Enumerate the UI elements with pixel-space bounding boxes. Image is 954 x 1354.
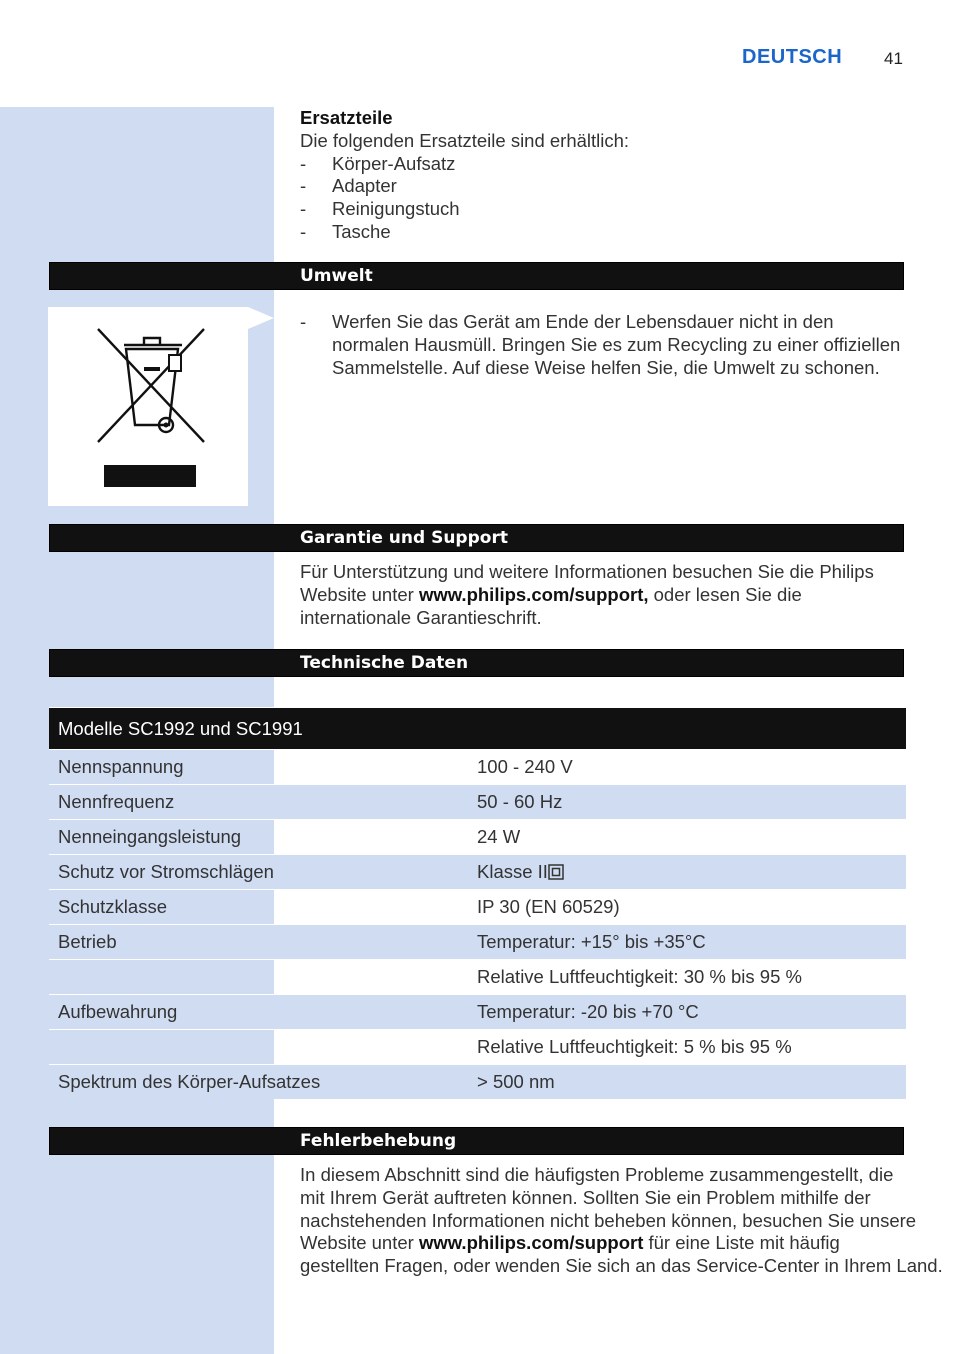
garantie-line-2: Website unter www.philips.com/support, oder lesen Sie die xyxy=(300,583,802,605)
table-header: Modelle SC1992 und SC1991 xyxy=(49,708,906,750)
callout-pointer xyxy=(248,307,274,329)
table-row: Spektrum des Körper-Aufsatzes > 500 nm xyxy=(49,1065,906,1100)
umwelt-line-1: Werfen Sie das Gerät am Ende der Lebensdauer nicht in den xyxy=(332,311,834,332)
fehlerbehebung-line-2: mit Ihrem Gerät auftreten können. Sollten Sie ein Problem mithilfe der xyxy=(300,1186,871,1208)
page-number: 41 xyxy=(884,49,903,68)
fehlerbehebung-title: Fehlerbehebung xyxy=(300,1131,457,1151)
technische-daten-header-bar xyxy=(49,649,904,677)
table-row: Relative Luftfeuchtigkeit: 30 % bis 95 % xyxy=(49,960,906,995)
garantie-line-1: Für Unterstützung und weitere Informationen besuchen Sie die Philips xyxy=(300,561,874,582)
garantie-text xyxy=(300,561,874,629)
umwelt-line-3: Sammelstelle. Auf diese Weise helfen Sie, die Umwelt zu schonen. xyxy=(332,356,880,378)
ersatzteile-intro: Die folgenden Ersatzteile sind erhältlich: xyxy=(300,129,630,151)
fehlerbehebung-header-bar xyxy=(49,1127,904,1155)
double-insulation-icon xyxy=(548,864,564,880)
fehlerbehebung-line-3: nachstehenden Informationen nicht beheben können, besuchen Sie unsere xyxy=(300,1209,917,1231)
fehlerbehebung-text xyxy=(300,1164,943,1278)
philips-support-link[interactable]: www.philips.com/support, xyxy=(418,583,649,605)
table-row: Nenneingangsleistung 24 W xyxy=(49,820,906,855)
table-row: Schutz vor Stromschlägen Klasse II xyxy=(49,855,906,890)
garantie-line-3: internationale Garantieschrift. xyxy=(300,606,542,628)
philips-support-link[interactable]: www.philips.com/support xyxy=(418,1232,644,1254)
weee-symbol-box xyxy=(48,307,248,506)
fehlerbehebung-line-4: Website unter www.philips.com/support für eine Liste mit häufig xyxy=(300,1232,840,1254)
fehlerbehebung-line-1: In diesem Abschnitt sind die häufigsten Probleme zusammengestellt, die xyxy=(300,1164,894,1185)
umwelt-text: - Werfen Sie das Gerät am Ende der Lebensdauer nicht in den normalen Hausmüll. Bringen Sie es zum Recycling zu einer offiziellen Sammelstelle. Auf diese Weise helfen Sie, die Umwelt zu schonen. xyxy=(300,311,901,378)
table-row: Nennfrequenz 50 - 60 Hz xyxy=(49,785,906,820)
crossed-out-wheelie-bin-icon xyxy=(48,307,248,506)
list-item: - Körper-Aufsatz xyxy=(300,152,456,174)
fehlerbehebung-line-5: gestellten Fragen, oder wenden Sie sich an das Service-Center in Ihrem Land. xyxy=(300,1255,943,1277)
ersatzteile-section xyxy=(300,107,629,244)
table-row: Relative Luftfeuchtigkeit: 5 % bis 95 % xyxy=(49,1030,906,1065)
umwelt-title: Umwelt xyxy=(300,266,373,286)
table-row: Betrieb Temperatur: +15° bis +35°C xyxy=(49,925,906,960)
ersatzteile-title: Ersatzteile xyxy=(300,107,393,128)
table-row: Schutzklasse IP 30 (EN 60529) xyxy=(49,890,906,925)
garantie-title: Garantie und Support xyxy=(300,528,508,548)
list-item: - Reinigungstuch xyxy=(300,198,460,220)
list-item: - Tasche xyxy=(300,220,391,242)
umwelt-line-2: normalen Hausmüll. Bringen Sie es zum Recycling zu einer offiziellen xyxy=(332,333,901,355)
technische-daten-title: Technische Daten xyxy=(300,653,469,673)
table-row: Aufbewahrung Temperatur: -20 bis +70 °C xyxy=(49,995,906,1030)
list-item: - Adapter xyxy=(300,175,397,197)
garantie-header-bar xyxy=(49,524,904,552)
umwelt-header-bar xyxy=(49,262,904,290)
table-header-row xyxy=(49,708,906,750)
language-label: DEUTSCH xyxy=(742,46,843,68)
spec-table xyxy=(49,707,906,1099)
table-row: Nennspannung 100 - 240 V xyxy=(49,750,906,785)
